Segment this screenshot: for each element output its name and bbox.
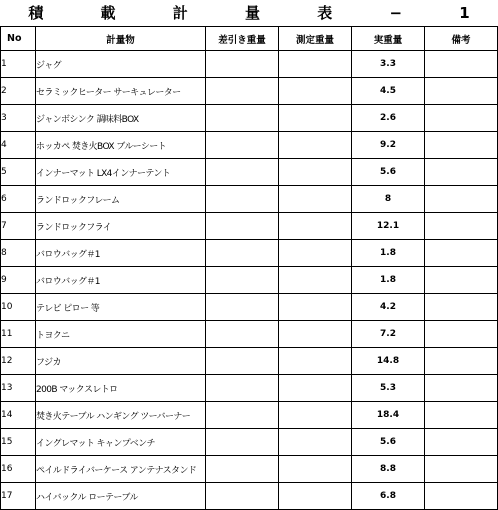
cell-measured-weight	[279, 186, 352, 213]
cell-item: トヨクニ	[36, 321, 206, 348]
table-row	[1, 348, 498, 375]
cell-measured-weight	[279, 429, 352, 456]
cell-tare-weight	[206, 159, 279, 186]
cell-tare-weight	[206, 456, 279, 483]
cell-no: 6	[1, 186, 36, 213]
cell-no: 3	[1, 105, 36, 132]
cell-actual-weight: 4.2	[352, 294, 425, 321]
cell-measured-weight	[279, 267, 352, 294]
cell-no: 17	[1, 483, 36, 510]
cell-actual-weight: 3.3	[352, 51, 425, 78]
table-row	[1, 186, 498, 213]
cell-no: 7	[1, 213, 36, 240]
cell-item: インナーマット LX4インナーテント	[36, 159, 206, 186]
cell-measured-weight	[279, 456, 352, 483]
cell-measured-weight	[279, 294, 352, 321]
cell-item: ペイルドライバーケース アンテナスタンド	[36, 456, 206, 483]
cell-measured-weight	[279, 105, 352, 132]
table-row	[1, 429, 498, 456]
cell-no: 2	[1, 78, 36, 105]
cell-tare-weight	[206, 51, 279, 78]
weighing-table	[0, 26, 498, 510]
cell-no: 10	[1, 294, 36, 321]
cell-actual-weight: 12.1	[352, 213, 425, 240]
cell-no: 16	[1, 456, 36, 483]
table-body	[1, 51, 498, 510]
cell-tare-weight	[206, 213, 279, 240]
cell-actual-weight: 2.6	[352, 105, 425, 132]
cell-remarks	[425, 105, 498, 132]
cell-measured-weight	[279, 132, 352, 159]
cell-tare-weight	[206, 402, 279, 429]
header-measured-weight: 測定重量	[279, 27, 352, 51]
cell-no: 1	[1, 51, 36, 78]
cell-remarks	[425, 429, 498, 456]
header-actual-weight: 実重量	[352, 27, 425, 51]
cell-tare-weight	[206, 294, 279, 321]
table-row	[1, 294, 498, 321]
cell-remarks	[425, 456, 498, 483]
table-row	[1, 483, 498, 510]
cell-tare-weight	[206, 186, 279, 213]
cell-item: イングレマット キャンプベンチ	[36, 429, 206, 456]
table-row	[1, 105, 498, 132]
cell-remarks	[425, 294, 498, 321]
cell-item: ランドロックフレーム	[36, 186, 206, 213]
table-row	[1, 51, 498, 78]
cell-item: テレビ ピロー 等	[36, 294, 206, 321]
cell-no: 13	[1, 375, 36, 402]
cell-item: 200B マックスレトロ	[36, 375, 206, 402]
cell-measured-weight	[279, 483, 352, 510]
cell-no: 8	[1, 240, 36, 267]
cell-measured-weight	[279, 51, 352, 78]
table-row	[1, 375, 498, 402]
cell-actual-weight: 9.2	[352, 132, 425, 159]
cell-item: ジャグ	[36, 51, 206, 78]
cell-actual-weight: 8.8	[352, 456, 425, 483]
cell-tare-weight	[206, 132, 279, 159]
cell-no: 4	[1, 132, 36, 159]
sheet-title: 積 載 計 量 表 − 1	[28, 4, 496, 22]
cell-actual-weight: 1.8	[352, 240, 425, 267]
cell-item: バロウバッグ＃1	[36, 240, 206, 267]
header-no: No	[1, 27, 36, 51]
table-row	[1, 402, 498, 429]
table-row	[1, 321, 498, 348]
cell-actual-weight: 4.5	[352, 78, 425, 105]
cell-tare-weight	[206, 429, 279, 456]
cell-item: 焚き火テーブル ハンギング ツーバーナー	[36, 402, 206, 429]
cell-item: バロウバッグ＃1	[36, 267, 206, 294]
cell-actual-weight: 5.3	[352, 375, 425, 402]
cell-remarks	[425, 375, 498, 402]
table-row	[1, 132, 498, 159]
cell-measured-weight	[279, 240, 352, 267]
cell-remarks	[425, 321, 498, 348]
cell-remarks	[425, 213, 498, 240]
table-row	[1, 213, 498, 240]
header-row	[1, 27, 498, 51]
cell-no: 9	[1, 267, 36, 294]
table-row	[1, 267, 498, 294]
cell-tare-weight	[206, 483, 279, 510]
cell-measured-weight	[279, 321, 352, 348]
cell-remarks	[425, 51, 498, 78]
cell-no: 14	[1, 402, 36, 429]
cell-actual-weight: 18.4	[352, 402, 425, 429]
cell-measured-weight	[279, 402, 352, 429]
cell-remarks	[425, 483, 498, 510]
cell-actual-weight: 5.6	[352, 159, 425, 186]
cell-remarks	[425, 240, 498, 267]
cell-tare-weight	[206, 321, 279, 348]
cell-no: 12	[1, 348, 36, 375]
table-row	[1, 456, 498, 483]
table-row	[1, 240, 498, 267]
cell-actual-weight: 8	[352, 186, 425, 213]
cell-actual-weight: 7.2	[352, 321, 425, 348]
cell-actual-weight: 5.6	[352, 429, 425, 456]
cell-actual-weight: 1.8	[352, 267, 425, 294]
cell-item: ランドロックフライ	[36, 213, 206, 240]
cell-item: フジカ	[36, 348, 206, 375]
cell-tare-weight	[206, 267, 279, 294]
cell-remarks	[425, 348, 498, 375]
cell-no: 5	[1, 159, 36, 186]
cell-item: ハイバックル ローテーブル	[36, 483, 206, 510]
cell-no: 11	[1, 321, 36, 348]
cell-remarks	[425, 159, 498, 186]
cell-no: 15	[1, 429, 36, 456]
cell-actual-weight: 14.8	[352, 348, 425, 375]
cell-measured-weight	[279, 348, 352, 375]
cell-item: ホッカペ 焚き火BOX ブルーシート	[36, 132, 206, 159]
cell-remarks	[425, 78, 498, 105]
table-row	[1, 78, 498, 105]
cell-measured-weight	[279, 159, 352, 186]
cell-measured-weight	[279, 213, 352, 240]
cell-tare-weight	[206, 375, 279, 402]
cell-remarks	[425, 186, 498, 213]
cell-tare-weight	[206, 348, 279, 375]
cell-remarks	[425, 132, 498, 159]
cell-item: セラミックヒーター サーキュレーター	[36, 78, 206, 105]
table-row	[1, 159, 498, 186]
cell-measured-weight	[279, 375, 352, 402]
header-item: 計量物	[36, 27, 206, 51]
cell-tare-weight	[206, 78, 279, 105]
cell-remarks	[425, 402, 498, 429]
cell-tare-weight	[206, 240, 279, 267]
cell-remarks	[425, 267, 498, 294]
cell-item: ジャンボシンク 調味料BOX	[36, 105, 206, 132]
cell-actual-weight: 6.8	[352, 483, 425, 510]
header-remarks: 備考	[425, 27, 498, 51]
header-tare-weight: 差引き重量	[206, 27, 279, 51]
cell-measured-weight	[279, 78, 352, 105]
cell-tare-weight	[206, 105, 279, 132]
